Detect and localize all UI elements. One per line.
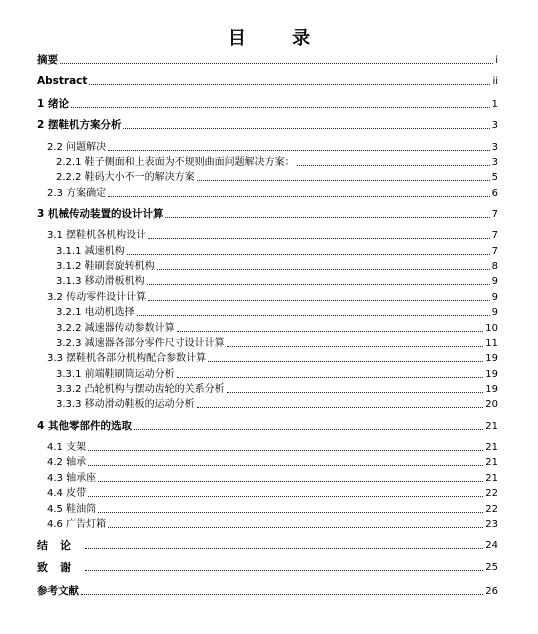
toc-entry-label: 3.1.2 鞋刷套旋转机构 <box>56 261 155 272</box>
dot-leader <box>227 345 484 347</box>
toc-entry-label: 4.1 支架 <box>47 442 87 453</box>
dot-leader <box>165 216 489 218</box>
toc-entry-label: 3.3.2 凸轮机构与摆动齿轮的关系分析 <box>56 384 225 395</box>
toc-entry[interactable] <box>47 500 538 516</box>
toc-entry[interactable] <box>37 582 538 598</box>
dot-leader <box>134 428 483 430</box>
toc-entry-page-number: 7 <box>491 246 498 257</box>
toc-entry-label: 3.2 传动零件设计计算 <box>47 292 147 303</box>
toc-entry-page-number: 3 <box>491 142 498 153</box>
dot-leader <box>208 360 483 362</box>
dot-leader <box>89 83 490 85</box>
toc-entry[interactable] <box>56 168 538 184</box>
toc-entry-label: 4.3 轴承座 <box>47 473 97 484</box>
toc-entry[interactable] <box>47 484 538 500</box>
toc-entry-label: 结论 <box>37 539 83 552</box>
toc-entry[interactable] <box>37 558 538 574</box>
toc-entry-label: 参考文献 <box>37 585 79 597</box>
toc-entry[interactable] <box>56 395 538 411</box>
toc-entry-label: 2 摆鞋机方案分析 <box>37 119 122 131</box>
toc-entry[interactable] <box>37 536 538 552</box>
dot-leader <box>88 449 483 451</box>
dot-leader <box>148 299 490 301</box>
toc-entry-label: 2.3 方案确定 <box>47 188 107 199</box>
toc-entry-page-number: 21 <box>485 421 498 432</box>
toc-entry[interactable] <box>56 319 538 335</box>
toc-entry-label: 3.2.3 减速器各部分零件尺寸设计计算 <box>56 338 225 349</box>
toc-entry-page-number: 23 <box>485 519 498 530</box>
dot-leader <box>88 464 483 466</box>
toc-entry-page-number: 19 <box>485 384 498 395</box>
toc-entry[interactable] <box>47 349 538 365</box>
toc-entry-page-number: 22 <box>485 504 498 515</box>
toc-entry-page-number: 26 <box>485 586 498 597</box>
toc-entry-page-number: 20 <box>485 399 498 410</box>
toc-entry-label: 4.6 广告灯箱 <box>47 519 107 530</box>
toc-entry-label: 3.1.1 减速机构 <box>56 246 125 257</box>
toc-entry-label: 4.5 鞋油筒 <box>47 504 97 515</box>
toc-entry[interactable] <box>47 138 538 154</box>
toc-entry-page-number: 7 <box>491 230 498 241</box>
toc-entry[interactable] <box>56 380 538 396</box>
dot-leader <box>108 526 483 528</box>
toc-entry[interactable] <box>47 515 538 531</box>
dot-leader <box>85 547 483 549</box>
toc-entry-label: 3.1.3 移动滑板机构 <box>56 276 145 287</box>
toc-entry-page-number: 21 <box>485 457 498 468</box>
dot-leader <box>85 569 483 571</box>
toc-entry-page-number: 3 <box>491 157 498 168</box>
dot-leader <box>297 164 490 166</box>
dot-leader <box>88 495 483 497</box>
toc-entry-label: 3.2.2 减速器传动参数计算 <box>56 323 175 334</box>
toc-entry[interactable] <box>56 303 538 319</box>
toc-entry[interactable] <box>56 272 538 288</box>
toc-entry-page-number: ii <box>492 76 498 87</box>
toc-entry-page-number: i <box>495 55 498 66</box>
toc-title: 目 录 <box>227 28 331 49</box>
toc-entry-page-number: 3 <box>491 120 498 131</box>
toc-entry-page-number: 5 <box>491 172 498 183</box>
toc-entry-label: 4.4 皮带 <box>47 488 87 499</box>
toc-entry-page-number: 1 <box>491 99 498 110</box>
toc-entry-page-number: 21 <box>485 473 498 484</box>
toc-entry[interactable] <box>56 334 538 350</box>
toc-entry-page-number: 10 <box>485 323 498 334</box>
toc-entry-page-number: 7 <box>491 209 498 220</box>
toc-entry-page-number: 9 <box>491 307 498 318</box>
toc-entry-page-number: 6 <box>491 188 498 199</box>
toc-entry-label: Abstract <box>37 75 88 87</box>
toc-entry-label: 3.3.3 移动滑动鞋板的运动分析 <box>56 399 195 410</box>
dot-leader <box>177 330 484 332</box>
toc-entry[interactable] <box>47 288 538 304</box>
toc-entry-page-number: 9 <box>491 292 498 303</box>
toc-entry-page-number: 21 <box>485 442 498 453</box>
toc-entry-label: 2.2 问题解决 <box>47 142 107 153</box>
dot-leader <box>108 195 490 197</box>
toc-entry[interactable] <box>37 51 538 67</box>
toc-entry-label: 3.2.1 电动机选择 <box>56 307 135 318</box>
toc-entry[interactable] <box>37 417 538 433</box>
toc-entry-label: 摘要 <box>37 54 58 66</box>
toc-entry-page-number: 22 <box>485 488 498 499</box>
dot-leader <box>108 149 490 151</box>
toc-entry-label: 2.2.2 鞋码大小不一的解决方案 <box>56 172 195 183</box>
dot-leader <box>98 480 483 482</box>
toc-entry[interactable] <box>56 365 538 381</box>
dot-leader <box>60 62 493 64</box>
toc-entry[interactable] <box>47 438 538 454</box>
toc-entry-label: 3.3.1 前端鞋刷筒运动分析 <box>56 369 175 380</box>
toc-entry-label: 2.2.1 鞋子侧面和上表面为不规则曲面问题解决方案： <box>56 157 295 168</box>
dot-leader <box>157 268 490 270</box>
toc-entry[interactable] <box>56 242 538 258</box>
toc-entry-label: 1 绪论 <box>37 98 69 110</box>
dot-leader <box>81 593 483 595</box>
toc-entry[interactable] <box>47 226 538 242</box>
toc-entry-page-number: 25 <box>485 562 498 573</box>
toc-entry-label: 3.3 摆鞋机各部分机构配合参数计算 <box>47 353 207 364</box>
toc-entry-page-number: 8 <box>491 261 498 272</box>
toc-entry-label: 3.1 摆鞋机各机构设计 <box>47 230 147 241</box>
toc-entry[interactable] <box>56 257 538 273</box>
dot-leader <box>148 237 490 239</box>
toc-entry-label: 4 其他零部件的选取 <box>37 420 132 432</box>
toc-entry-page-number: 9 <box>491 276 498 287</box>
toc-entry[interactable] <box>37 205 538 221</box>
dot-leader <box>98 511 483 513</box>
dot-leader <box>127 253 490 255</box>
dot-leader <box>71 106 490 108</box>
dot-leader <box>227 391 484 393</box>
toc-entry-label: 4.2 轴承 <box>47 457 87 468</box>
toc-entry-label: 3 机械传动装置的设计计算 <box>37 208 164 220</box>
dot-leader <box>137 314 490 316</box>
dot-leader <box>197 179 490 181</box>
toc-entry[interactable] <box>37 95 538 111</box>
dot-leader <box>197 406 484 408</box>
toc-entry-page-number: 19 <box>485 353 498 364</box>
toc-entry[interactable] <box>37 116 538 132</box>
dot-leader <box>177 376 484 378</box>
toc-entry[interactable] <box>47 453 538 469</box>
toc-entry-page-number: 11 <box>485 338 498 349</box>
toc-entry-page-number: 24 <box>485 540 498 551</box>
toc-entry[interactable] <box>37 72 538 88</box>
toc-entry[interactable] <box>56 153 538 169</box>
toc-entry[interactable] <box>47 184 538 200</box>
dot-leader <box>123 127 489 129</box>
dot-leader <box>147 283 490 285</box>
toc-entry[interactable] <box>47 469 538 485</box>
toc-entry-page-number: 19 <box>485 369 498 380</box>
toc-entry-label: 致谢 <box>37 561 83 574</box>
